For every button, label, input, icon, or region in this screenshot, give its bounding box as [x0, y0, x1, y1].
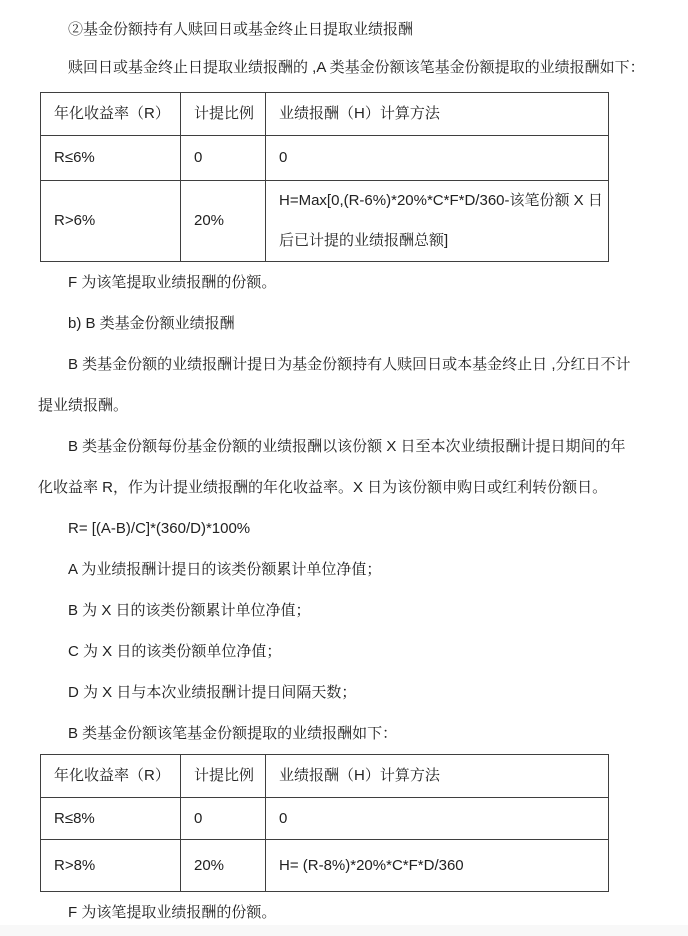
definition-b: B 为 X 日的该类份额累计单位净值； [68, 602, 311, 619]
definition-d: D 为 X 日与本次业绩报酬计提日间隔天数； [68, 684, 357, 701]
formula-line-1: H=Max[0,(R-6%)*20%*C*F*D/360-该笔份额 X 日 [279, 192, 603, 209]
table-a-row-low-return [41, 136, 609, 181]
definition-c: C 为 X 日的该类份额单位净值； [68, 643, 282, 660]
table-a-cell-ratio: 20% [181, 181, 266, 262]
table-a-header-row [41, 93, 609, 136]
table-b-cell-method: 0 [266, 798, 609, 840]
note-f-share-2: F 为该笔提取业绩报酬的份额。 [68, 904, 277, 921]
note-f-share: F 为该笔提取业绩报酬的份额。 [68, 274, 277, 291]
table-b-header-annualized-return: 年化收益率（R） [41, 755, 181, 798]
table-b-cell-rate: R≤8% [41, 798, 181, 840]
formula-r: R= [(A-B)/C]*(360/D)*100% [68, 520, 251, 537]
formula-line-2: 后已计提的业绩报酬总额] [279, 232, 449, 249]
table-b-cell-method: H= (R-8%)*20%*C*F*D/360 [266, 840, 609, 892]
table-a-cell-rate: R≤6% [41, 136, 181, 181]
performance-fee-table-b [40, 754, 609, 892]
table-b-cell-ratio: 20% [181, 840, 266, 892]
section-heading: ②基金份额持有人赎回日或基金终止日提取业绩报酬 [68, 21, 414, 38]
definition-a: A 为业绩报酬计提日的该类份额累计单位净值； [68, 561, 382, 578]
table-a-row-high-return [41, 181, 609, 262]
table-a-header-accrual-ratio: 计提比例 [181, 93, 266, 136]
para-b-accrual-date-line-2: 提业绩报酬。 [38, 397, 129, 414]
table-b-header-accrual-ratio: 计提比例 [181, 755, 266, 798]
table-b-row-high-return [41, 840, 609, 892]
para-b-return-rate-line-1: B 类基金份额每份基金份额的业绩报酬以该份额 X 日至本次业绩报酬计提日期间的年 [68, 438, 626, 455]
table-a-header-annualized-return: 年化收益率（R） [41, 93, 181, 136]
section-b-heading: b) B 类基金份额业绩报酬 [68, 315, 235, 332]
para-b-return-rate-line-2: 化收益率 R，作为计提业绩报酬的年化收益率。X 日为该份额申购日或红利转份额日。 [38, 479, 608, 496]
performance-fee-table-a [40, 92, 609, 262]
table-a-cell-method [266, 181, 609, 262]
table-a-cell-method: 0 [266, 136, 609, 181]
para-b-accrual-date-line-1: B 类基金份额的业绩报酬计提日为基金份额持有人赎回日或本基金终止日 ,分红日不计 [68, 356, 631, 373]
table-a-cell-ratio: 0 [181, 136, 266, 181]
table-a-header-calc-method: 业绩报酬（H）计算方法 [266, 93, 609, 136]
table-b-cell-rate: R>8% [41, 840, 181, 892]
table-a-cell-rate: R>6% [41, 181, 181, 262]
table-b-cell-ratio: 0 [181, 798, 266, 840]
table-b-header-row [41, 755, 609, 798]
table-b-header-calc-method: 业绩报酬（H）计算方法 [266, 755, 609, 798]
table-b-row-low-return [41, 798, 609, 840]
table-b-intro-paragraph: B 类基金份额该笔基金份额提取的业绩报酬如下： [68, 725, 398, 742]
table-a-intro-paragraph: 赎回日或基金终止日提取业绩报酬的 ,A 类基金份额该笔基金份额提取的业绩报酬如下： [68, 59, 645, 76]
